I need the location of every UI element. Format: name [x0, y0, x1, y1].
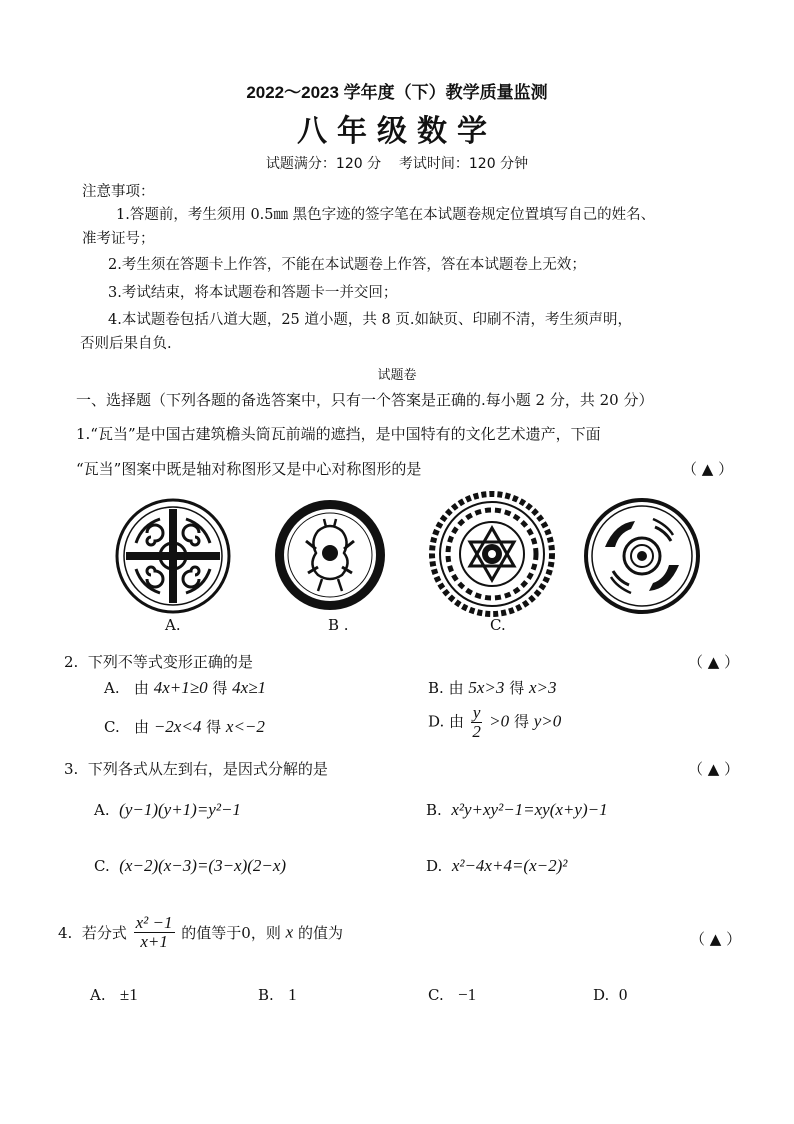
q4-a-label: A. [90, 986, 106, 1004]
q2-b-math1: 5x>3 [468, 678, 505, 697]
q3-option-a [94, 800, 241, 820]
q2-a-text: 由 [133, 679, 149, 697]
note-4b: 否则后果自负. [80, 336, 172, 352]
note-4a: 4.本试题卷包括八道大题，25 道小题，共 8 页.如缺页、印刷不清，考生须声明， [108, 312, 632, 328]
note-1a: 1.答题前，考生须用 0.5㎜ 黑色字迹的签字笔在本试题卷规定位置填写自己的姓名、 [116, 207, 656, 223]
q3-a-label: A. [94, 801, 110, 819]
q3-d-label: D. [426, 857, 443, 875]
q2-a-label: A. [104, 679, 120, 697]
q4-stem-post: 的值为 [297, 924, 343, 942]
q2-d-text: 由 [449, 712, 465, 731]
q4-option-a [90, 985, 138, 1005]
tile-b-figure [272, 497, 388, 613]
q3-option-c [94, 856, 286, 876]
q2-c-mid: 得 [206, 718, 222, 736]
q2-b-mid: 得 [509, 679, 525, 697]
notes-heading: 注意事项： [82, 184, 155, 200]
tile-c-figure [428, 490, 556, 618]
q2-c-label: C. [104, 718, 120, 736]
q2-answer-mark: （ ▲ ） [688, 653, 740, 671]
q4-b-label: B. [258, 986, 274, 1004]
q4-stem [58, 914, 343, 951]
q1-answer-mark: （ ▲ ） [682, 460, 734, 478]
q2-b-text: 由 [448, 679, 464, 697]
q4-option-d [593, 985, 627, 1005]
q2-a-math1: 4x+1≥0 [153, 678, 208, 697]
q2-a-math2: 4x≥1 [232, 678, 267, 697]
q1-line2: “瓦当”图案中既是轴对称图形又是中心对称图形的是 [76, 460, 422, 478]
exam-meta: 试题满分：120 分 考试时间：120 分钟 [265, 156, 529, 172]
note-3: 3.考试结束，将本试题卷和答题卡一并交回； [108, 285, 398, 301]
q4-a-val: ±1 [119, 985, 138, 1004]
tile-label-b: B . [328, 616, 349, 634]
tile-d-figure [583, 497, 701, 615]
q2-option-a [104, 677, 266, 698]
q4-option-c [428, 985, 476, 1005]
q3-a-math: (y−1)(y+1)=y²−1 [119, 800, 241, 819]
q4-stem-mid: 的值等于0，则 [181, 924, 281, 942]
q2-option-b [428, 677, 557, 698]
q3-answer-mark: （ ▲ ） [688, 760, 740, 778]
q2-d-fraction [471, 704, 483, 741]
q4-fraction [134, 914, 175, 951]
q4-c-val: −1 [458, 985, 477, 1004]
tile-label-a: A. [165, 616, 181, 634]
q4-c-label: C. [428, 986, 444, 1004]
tile-a-figure [114, 497, 232, 615]
q4-num: x² −1 [135, 913, 173, 932]
q4-d-label: D. [593, 986, 610, 1004]
q2-d-math1: >0 [489, 711, 510, 731]
q4-b-val: 1 [288, 985, 297, 1004]
section-heading: 一、选择题（下列各题的备选答案中，只有一个答案是正确的.每小题 2 分，共 20 分） [76, 391, 654, 409]
q3-d-math: x²−4x+4=(x−2)² [451, 856, 568, 875]
q4-answer-mark: （ ▲ ） [690, 930, 742, 948]
exam-title: 2022～2023 学年度（下）教学质量监测 [246, 83, 548, 102]
q2-d-mid: 得 [513, 712, 529, 731]
q3-b-math: x²y+xy²−1=xy(x+y)−1 [451, 800, 608, 819]
q2-d-den: 2 [472, 722, 481, 741]
q3-b-label: B. [426, 801, 442, 819]
paper-label: 试题卷 [377, 368, 417, 383]
q2-c-text: 由 [134, 718, 150, 736]
q4-d-val: 0 [618, 985, 628, 1004]
tile-label-c: C. [490, 616, 506, 634]
q3-c-math: (x−2)(x−3)=(3−x)(2−x) [119, 856, 287, 875]
q2-d-math2: y>0 [533, 711, 562, 731]
q3-stem: 3. 下列各式从左到右，是因式分解的是 [64, 760, 328, 778]
q2-stem: 2. 下列不等式变形正确的是 [64, 653, 253, 671]
q4-stem-pre: 4. 若分式 [58, 924, 127, 942]
q4-option-b [258, 985, 297, 1005]
q3-option-d [426, 856, 567, 876]
q1-line1: 1.“瓦当”是中国古建筑檐头筒瓦前端的遮挡，是中国特有的文化艺术遗产，下面 [76, 425, 601, 443]
q2-b-math2: x>3 [528, 678, 557, 697]
subject-title: 八年级数学 [297, 114, 497, 149]
q2-option-d [428, 704, 561, 741]
note-1b: 准考证号； [82, 231, 155, 247]
q3-option-b [426, 800, 608, 820]
q2-d-num: y [472, 703, 481, 722]
q4-den: x+1 [140, 932, 168, 951]
q4-var: x [285, 922, 294, 942]
q2-c-math1: −2x<4 [153, 717, 202, 736]
q2-c-math2: x<−2 [225, 717, 265, 736]
q2-d-label: D. [428, 712, 445, 731]
q2-option-c [104, 716, 265, 737]
note-2: 2.考生须在答题卡上作答，不能在本试题卷上作答，答在本试题卷上无效； [108, 257, 586, 273]
q2-a-mid: 得 [212, 679, 228, 697]
q2-b-label: B. [428, 679, 444, 697]
q3-c-label: C. [94, 857, 110, 875]
